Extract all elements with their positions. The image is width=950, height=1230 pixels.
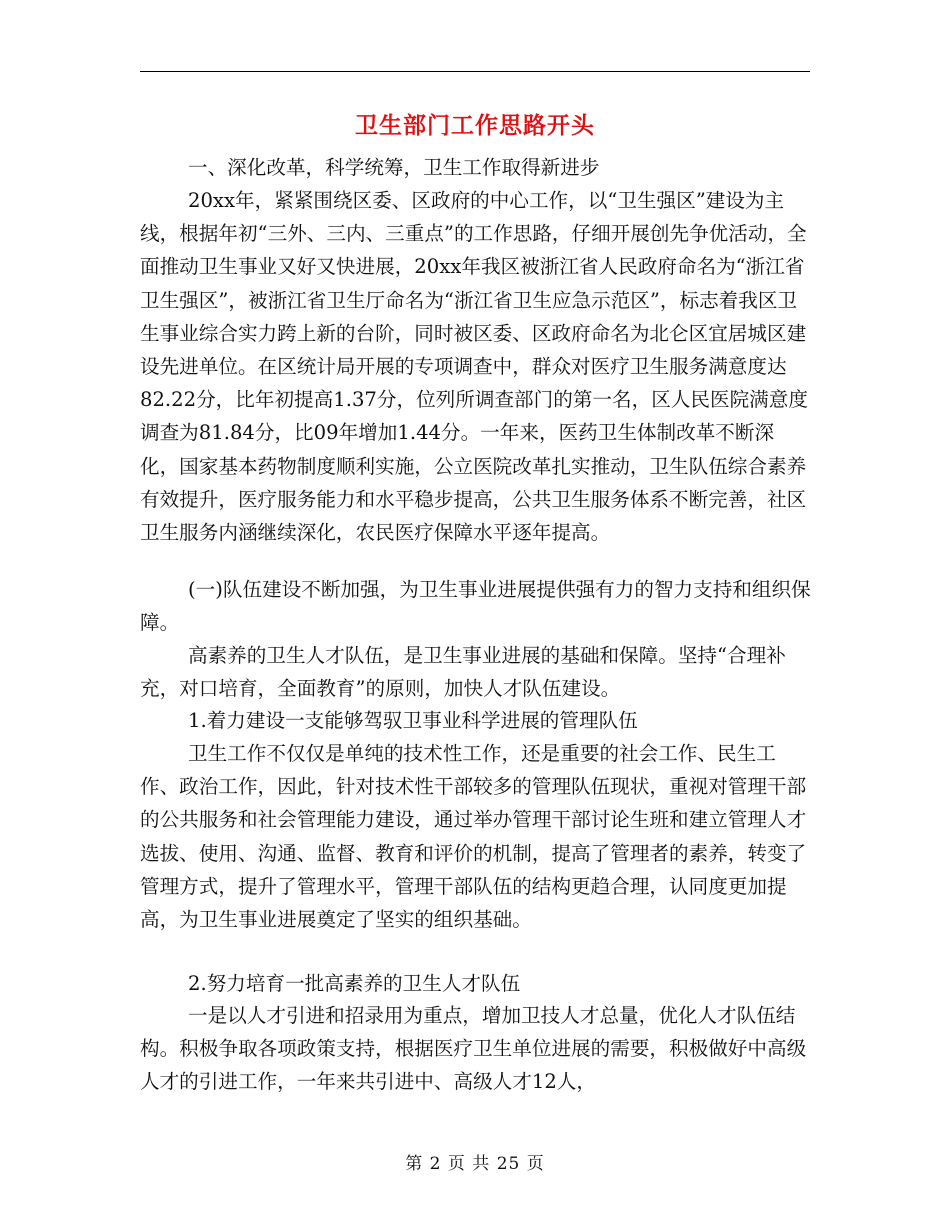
body-paragraph: 20xx年，紧紧围绕区委、区政府的中心工作，以“卫生强区”建设为主线，根据年初“三外、三内、三重点”的工作思路，仔细开展创先争优活动，全面推动卫生事业又好又快进展，20xx年我区被浙江省人民政府命名为“浙江省卫生强区”，被浙江省卫生厅命名为“浙江省卫生应急示范区”，标志着我区卫生事业综合实力跨上新的台阶，同时被区委、区政府命名为北仑区宜居城区建设先进单位。在区统计局开展的专项调查中，群众对医疗卫生服务满意度达82.22分，比年初提高1.37分，位列所调查部门的第一名，区人民医院满意度调查为81.84分，比09年增加1.44分。一年来，医药卫生体制改革不断深化，国家基本药物制度顺利实施，公立医院改革扎实推动，卫生队伍综合素养有效提升，医疗服务能力和水平稳步提高，公共卫生服务体系不断完善，社区卫生服务内涵继续深化，农民医疗保障水平逐年提高。 <box>140 189 808 545</box>
item-heading: 1.着力建设一支能够驾驭卫事业科学进展的管理队伍 <box>188 709 638 732</box>
footer-suffix: 页 <box>526 1154 545 1174</box>
footer-mid: 页 共 <box>447 1154 491 1174</box>
body-paragraph: 一是以人才引进和招录用为重点，增加卫技人才总量，优化人才队伍结构。积极争取各项政策支持，根据医疗卫生单位进展的需要，积极做好中高级人才的引进工作，一年来共引进中、高级人才12人， <box>140 1004 807 1094</box>
body-paragraph: 高素养的卫生人才队伍，是卫生事业进展的基础和保障。坚持“合理补充，对口培育，全面教育”的原则，加快人才队伍建设。 <box>140 644 786 701</box>
total-page-count: 25 <box>496 1154 521 1174</box>
header-rule <box>140 71 810 72</box>
section-heading: 一、深化改革，科学统筹，卫生工作取得新进步 <box>188 156 600 179</box>
page-footer <box>0 1150 950 1178</box>
footer-prefix: 第 <box>405 1154 424 1174</box>
subsection-heading: (一)队伍建设不断加强，为卫生事业进展提供强有力的智力支持和组织保障。 <box>140 578 811 635</box>
body-paragraph: 卫生工作不仅仅是单纯的技术性工作，还是重要的社会工作、民生工作、政治工作，因此，针对技术性干部较多的管理队伍现状，重视对管理干部的公共服务和社会管理能力建设，通过举办管理干部讨论生班和建立管理人才选拔、使用、沟通、监督、教育和评价的机制，提高了管理者的素养，转变了管理方式，提升了管理水平，管理干部队伍的结构更趋合理，认同度更加提高，为卫生事业进展奠定了坚实的组织基础。 <box>140 742 807 932</box>
current-page-number: 2 <box>429 1154 442 1174</box>
document-title: 卫生部门工作思路开头 <box>355 112 595 139</box>
item-heading: 2.努力培育一批高素养的卫生人才队伍 <box>188 972 521 995</box>
